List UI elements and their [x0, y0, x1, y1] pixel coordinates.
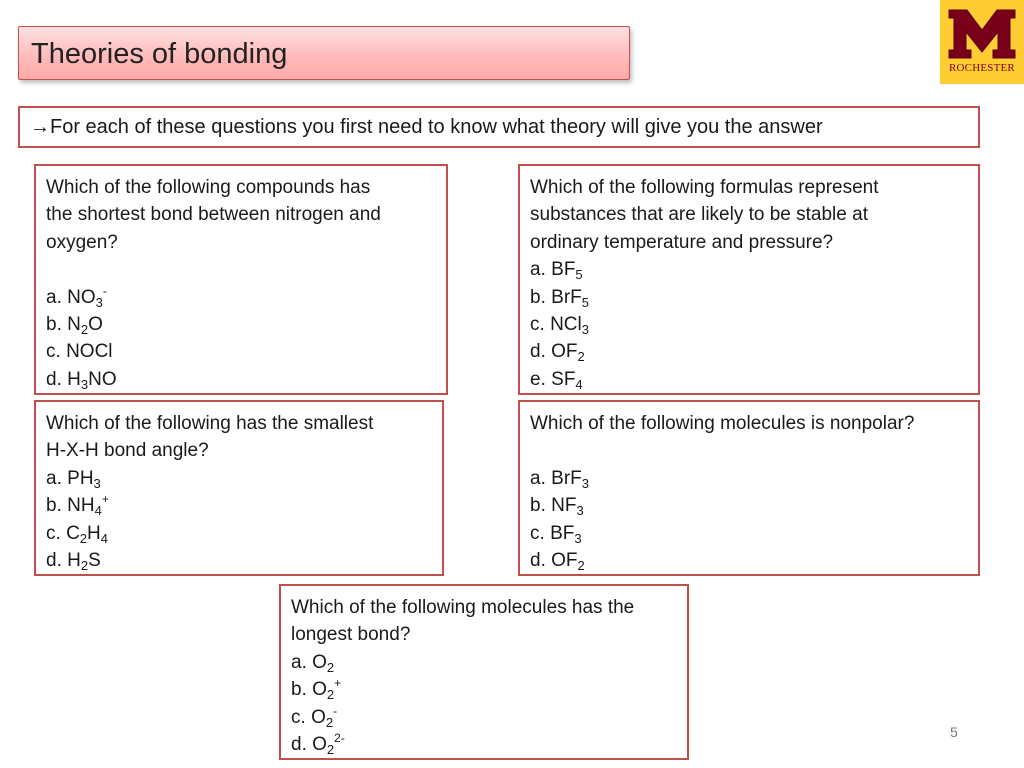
answer-option: a. $BF_5$ — [530, 259, 583, 283]
answer-option: d. $OF_2$ — [530, 550, 585, 574]
answer-option: a. $NO_3^-$ — [46, 283, 107, 310]
answer-option: c. $BF_3$ — [530, 522, 582, 546]
answer-option: a. $PH_3$ — [46, 467, 101, 491]
answer-option: a. BrF$_3$ — [530, 467, 589, 491]
question-box-3 — [34, 400, 444, 576]
intro-text: For each of these questions you first need to know what theory will give you the answer — [50, 116, 823, 138]
answer-option: a. $O_2$ — [291, 651, 335, 675]
answer-option: d. $H_3NO$ — [46, 368, 117, 392]
answer-option: c. NOCl — [46, 341, 113, 363]
block-m-icon — [945, 6, 1019, 62]
question-line: substances that are likely to be stable at — [530, 204, 868, 226]
answer-option: c. $O_2^-$ — [291, 703, 338, 730]
question-line: Which of the following has the smallest — [46, 413, 374, 434]
question-line: ordinary temperature and pressure? — [530, 231, 834, 253]
university-logo — [940, 0, 1024, 84]
question-line: the shortest bond between nitrogen and — [46, 204, 381, 226]
question-box-5 — [279, 584, 689, 760]
page-number: 5 — [950, 724, 958, 740]
intro-instruction — [18, 106, 980, 148]
question-line: longest bond? — [291, 624, 411, 646]
answer-option: c. $C_2H_4$ — [46, 522, 108, 546]
answer-option: b. $O_2^+$ — [291, 676, 342, 703]
question-box-4 — [518, 400, 980, 576]
answer-option: d. $OF_2$ — [530, 341, 585, 365]
question-line: Which of the following molecules is nonpolar? — [530, 413, 915, 434]
answer-option: e. $SF_4$ — [530, 368, 583, 392]
slide-title: Theories of bonding — [31, 38, 288, 70]
answer-option: d. $H_2S$ — [46, 550, 101, 574]
question-line: oxygen? — [46, 231, 118, 253]
question-box-2 — [518, 164, 980, 395]
answer-option: b. $N_2O$ — [46, 314, 103, 338]
answer-option: c. NCl$_3$ — [530, 314, 589, 338]
answer-option: b. $NF_3$ — [530, 495, 584, 519]
question-line: Which of the following compounds has — [46, 177, 371, 198]
question-line: Which of the following formulas represent — [530, 177, 879, 198]
answer-option: b. BrF$_5$ — [530, 286, 589, 310]
answer-option: d. $O_2^{2-}$ — [291, 731, 345, 758]
question-line: Which of the following molecules has the — [291, 597, 635, 618]
logo-text: ROCHESTER — [949, 62, 1015, 74]
question-line: H-X-H bond angle? — [46, 440, 209, 462]
question-box-1 — [34, 164, 448, 395]
arrow-right-icon: → — [30, 116, 50, 138]
answer-option: b. $NH_4^+$ — [46, 492, 109, 519]
slide-title-bar — [18, 26, 630, 80]
